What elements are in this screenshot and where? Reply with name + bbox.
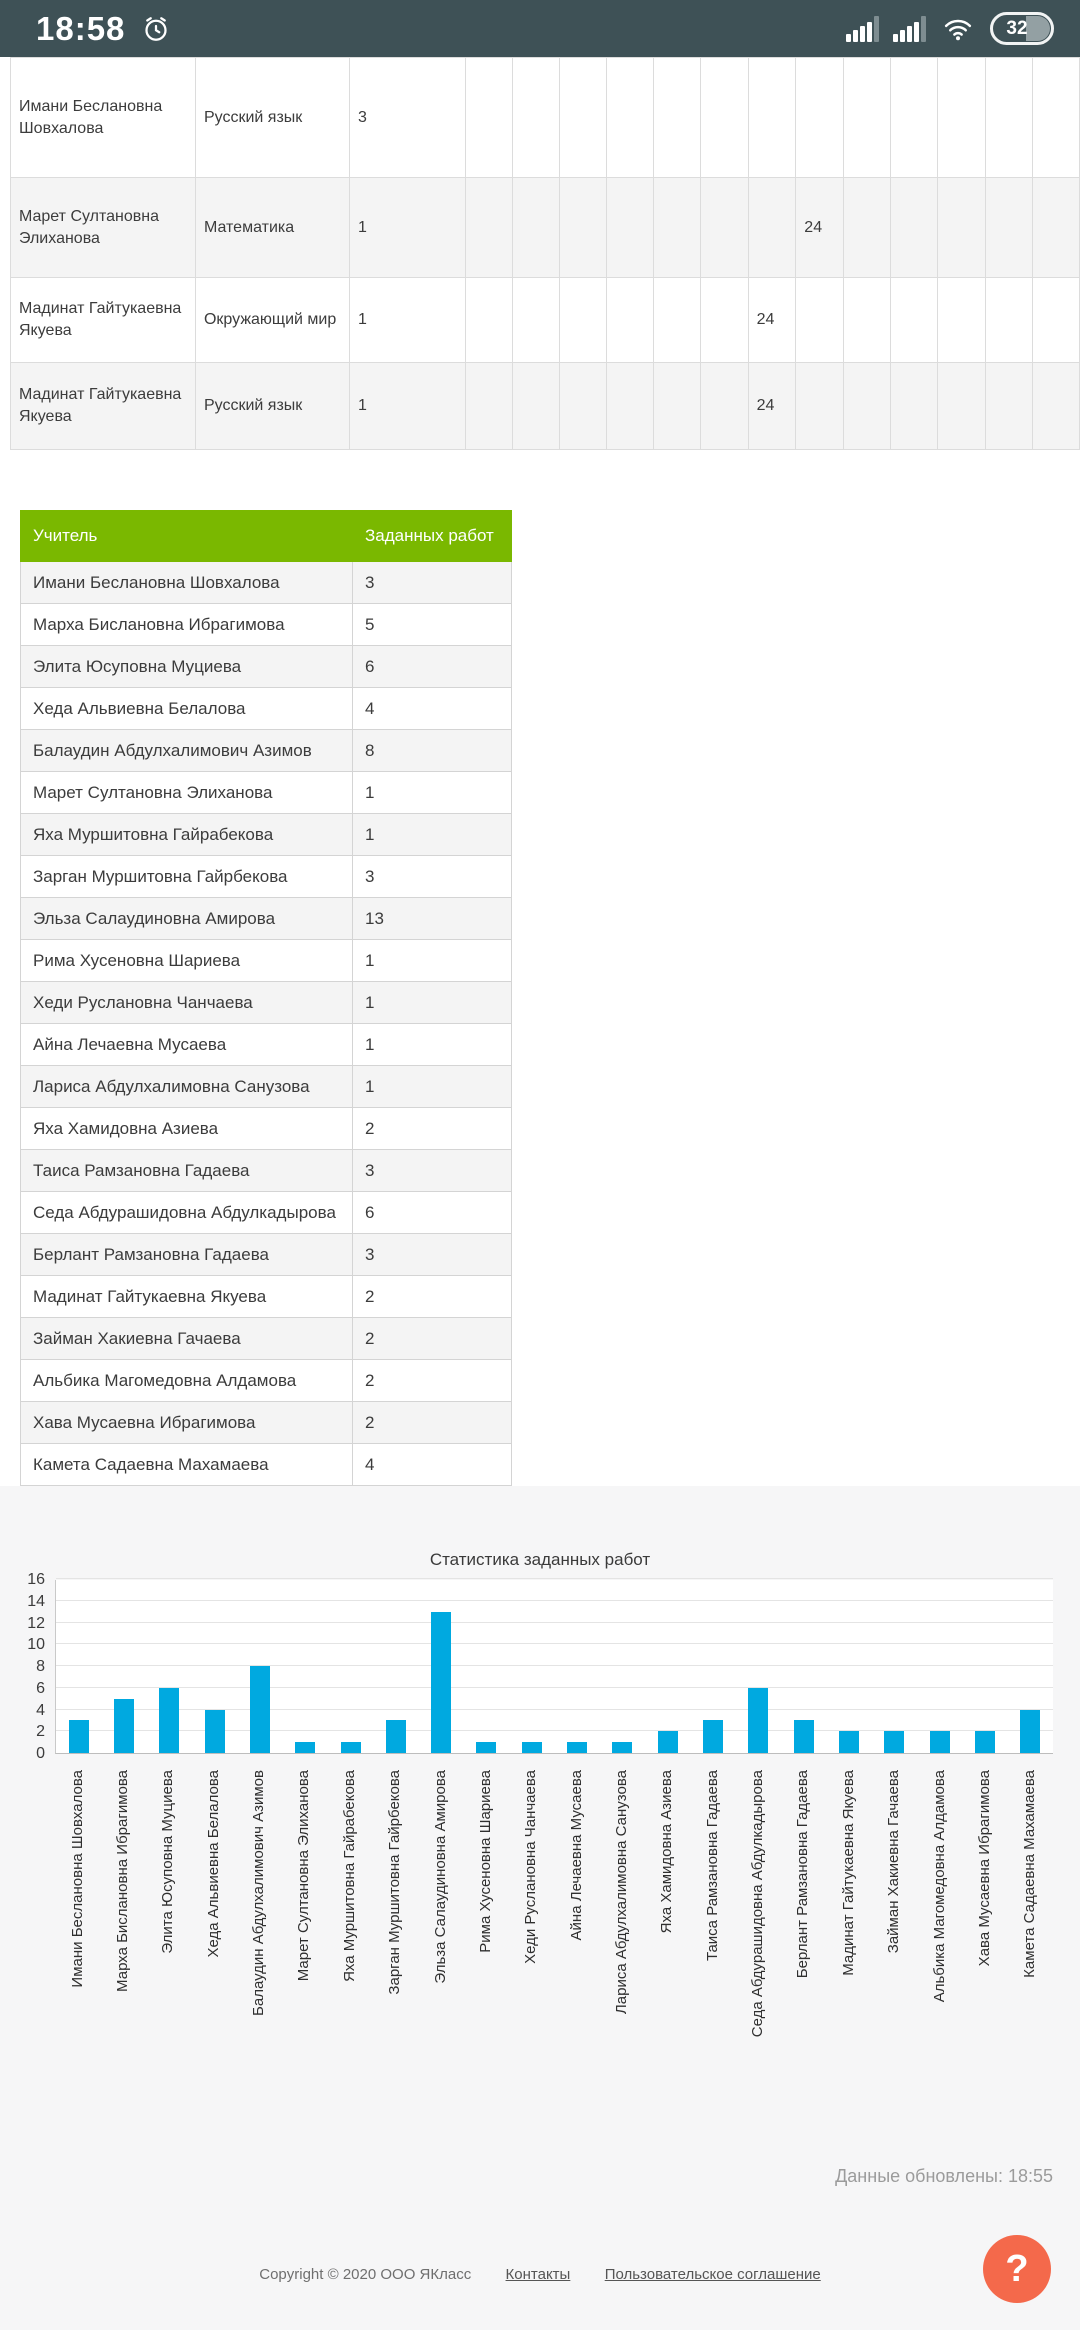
chart-x-label-cell <box>917 1770 962 2120</box>
summary-work-count: 1 <box>353 940 512 982</box>
chart-bar-slot <box>101 1580 146 1753</box>
chart-bar-slot <box>283 1580 328 1753</box>
y-axis-tick-label: 10 <box>27 1636 45 1654</box>
bar-chart <box>0 1571 1080 1762</box>
chart-x-label: Яха Хамидовна Азиева <box>658 1770 676 1934</box>
summary-row <box>21 814 512 856</box>
chart-x-label-cell <box>100 1770 145 2120</box>
assignment-day-cell <box>938 363 985 450</box>
chart-bar <box>250 1666 270 1753</box>
assignment-day-cell <box>607 178 654 278</box>
chart-bar-slot <box>781 1580 826 1753</box>
summary-work-count: 13 <box>353 898 512 940</box>
assignment-day-cell <box>843 278 890 363</box>
status-bar <box>0 0 1080 57</box>
chart-bar-slot <box>690 1580 735 1753</box>
summary-teacher-name: Берлант Рамзановна Гадаева <box>21 1234 353 1276</box>
summary-teacher-name: Таиса Рамзановна Гадаева <box>21 1150 353 1192</box>
chart-bar <box>114 1699 134 1753</box>
summary-row <box>21 856 512 898</box>
summary-work-count: 5 <box>353 604 512 646</box>
statistics-section <box>0 1486 1080 2330</box>
assignment-day-cell <box>559 278 606 363</box>
chart-x-label: Элита Юсуповна Муциева <box>159 1770 177 1954</box>
chart-bar <box>1020 1710 1040 1754</box>
assignment-count-cell: 1 <box>349 178 465 278</box>
assignment-subject-cell: Русский язык <box>195 363 349 450</box>
chart-bar-slot <box>736 1580 781 1753</box>
chart-plot-area <box>55 1580 1053 1754</box>
summary-work-count: 6 <box>353 1192 512 1234</box>
assignment-day-cell <box>796 278 844 363</box>
chart-x-label-cell <box>55 1770 100 2120</box>
chart-bar <box>975 1731 995 1753</box>
chart-x-label-cell <box>236 1770 281 2120</box>
summary-teacher-name: Альбика Магомедовна Алдамова <box>21 1360 353 1402</box>
summary-work-count: 2 <box>353 1276 512 1318</box>
assignment-day-cell <box>465 58 512 178</box>
chart-x-label: Марха Бислановна Ибрагимова <box>114 1770 132 1992</box>
assignment-day-cell <box>701 363 748 450</box>
chart-bar-slot <box>192 1580 237 1753</box>
assignment-day-cell <box>701 178 748 278</box>
chart-bar <box>930 1731 950 1753</box>
assignment-day-cell <box>559 363 606 450</box>
summary-row <box>21 1150 512 1192</box>
chart-x-label-cell <box>645 1770 690 2120</box>
y-axis-tick-label: 12 <box>27 1614 45 1632</box>
alarm-icon <box>141 14 171 44</box>
chart-x-label: Марет Султановна Элиханова <box>295 1770 313 1982</box>
summary-teacher-name: Яха Хамидовна Азиева <box>21 1108 353 1150</box>
summary-teacher-name: Займан Хакиевна Гачаева <box>21 1318 353 1360</box>
y-axis-tick-label: 8 <box>36 1658 45 1675</box>
assignment-day-cell <box>796 363 844 450</box>
chart-title: Статистика заданных работ <box>429 1550 651 1569</box>
assignment-day-cell <box>891 278 938 363</box>
assignment-day-cell <box>607 278 654 363</box>
chart-bar-slot <box>237 1580 282 1753</box>
assignment-day-cell <box>512 178 559 278</box>
assignment-day-cell <box>748 58 796 178</box>
summary-work-count: 1 <box>353 814 512 856</box>
chart-bar <box>794 1720 814 1753</box>
chart-x-label: Альбика Магомедовна Алдамова <box>930 1770 948 2003</box>
summary-table-body <box>21 562 512 1486</box>
chart-x-label-cell <box>327 1770 372 2120</box>
chart-x-label: Рима Хусеновна Шариева <box>476 1770 494 1953</box>
chart-x-label-cell <box>735 1770 780 2120</box>
chart-bar <box>341 1742 361 1753</box>
chart-x-axis-labels <box>55 1770 1053 2120</box>
chart-bar <box>431 1612 451 1753</box>
summary-row <box>21 730 512 772</box>
chart-bar-slot <box>509 1580 554 1753</box>
battery-fill <box>1026 16 1050 41</box>
summary-row <box>21 646 512 688</box>
summary-row <box>21 604 512 646</box>
summary-work-count: 2 <box>353 1402 512 1444</box>
summary-teacher-name: Хава Мусаевна Ибрагимова <box>21 1402 353 1444</box>
summary-row <box>21 562 512 604</box>
chart-x-label: Мадинат Гайтукаевна Якуева <box>839 1770 857 1976</box>
summary-row <box>21 772 512 814</box>
assignment-day-cell <box>512 278 559 363</box>
chart-bar-slot <box>464 1580 509 1753</box>
chart-x-label-cell <box>373 1770 418 2120</box>
summary-row <box>21 940 512 982</box>
summary-row <box>21 982 512 1024</box>
assignment-day-cell <box>559 58 606 178</box>
summary-teacher-name: Седа Абдурашидовна Абдулкадырова <box>21 1192 353 1234</box>
assignments-row <box>11 178 1080 278</box>
y-axis-tick-label: 0 <box>36 1745 45 1762</box>
battery-percent: 32 <box>1006 17 1028 39</box>
assignment-day-cell <box>701 278 748 363</box>
chart-x-label-cell <box>871 1770 916 2120</box>
assignment-day-cell <box>512 363 559 450</box>
assignment-day-cell <box>512 58 559 178</box>
chart-x-label-cell <box>599 1770 644 2120</box>
chart-x-label-cell <box>781 1770 826 2120</box>
chart-bar <box>522 1742 542 1753</box>
assignment-day-cell <box>891 178 938 278</box>
assignment-day-cell <box>654 278 701 363</box>
assignment-day-cell <box>559 178 606 278</box>
assignment-day-cell <box>985 363 1032 450</box>
chart-bar <box>884 1731 904 1753</box>
chart-bar <box>69 1720 89 1753</box>
assignment-day-cell <box>938 58 985 178</box>
assignment-day-cell: 24 <box>796 178 844 278</box>
summary-teacher-name: Марха Бислановна Ибрагимова <box>21 604 353 646</box>
summary-teacher-name: Эльза Салаудиновна Амирова <box>21 898 353 940</box>
chart-bar-slot <box>147 1580 192 1753</box>
summary-row <box>21 1066 512 1108</box>
chart-bar-slot <box>56 1580 101 1753</box>
wifi-icon <box>940 14 976 44</box>
chart-bar-slot <box>645 1580 690 1753</box>
summary-row <box>21 1276 512 1318</box>
summary-row <box>21 1318 512 1360</box>
chart-x-label-cell <box>1008 1770 1053 2120</box>
assignments-by-day-table-wrap <box>0 57 1080 450</box>
assignments-table-body <box>11 58 1080 450</box>
chart-bar <box>205 1710 225 1754</box>
assignment-day-cell <box>843 363 890 450</box>
chart-bar-slot <box>554 1580 599 1753</box>
summary-work-count: 1 <box>353 1024 512 1066</box>
chart-x-label-cell <box>690 1770 735 2120</box>
contacts-link[interactable]: Контакты <box>505 2266 571 2283</box>
assignment-day-cell <box>701 58 748 178</box>
assignment-day-cell <box>938 278 985 363</box>
chart-x-label: Хава Мусаевна Ибрагимова <box>975 1770 993 1967</box>
assignment-subject-cell: Окружающий мир <box>195 278 349 363</box>
summary-work-count: 8 <box>353 730 512 772</box>
summary-row <box>21 1192 512 1234</box>
user-agreement-link[interactable]: Пользовательское соглашение <box>604 2266 821 2283</box>
chart-x-label: Таиса Рамзановна Гадаева <box>703 1770 721 1962</box>
chart-y-axis <box>0 1571 55 1762</box>
y-axis-tick-label: 6 <box>36 1679 45 1697</box>
summary-teacher-name: Айна Лечаевна Мусаева <box>21 1024 353 1066</box>
chart-bar <box>159 1688 179 1753</box>
assignment-day-cell <box>796 58 844 178</box>
chart-bar <box>295 1742 315 1753</box>
teacher-summary-table <box>20 510 512 1486</box>
chart-x-label: Имани Беслановна Шовхалова <box>68 1770 86 1988</box>
summary-work-count: 3 <box>353 1150 512 1192</box>
y-axis-tick-label: 4 <box>36 1701 45 1719</box>
assignments-by-day-table <box>10 57 1080 450</box>
chart-x-label: Камета Садаевна Махамаева <box>1021 1770 1039 1978</box>
cellular-signal-icon-2 <box>893 16 926 42</box>
chart-bar-slot <box>600 1580 645 1753</box>
summary-work-count: 1 <box>353 772 512 814</box>
copyright-text: Copyright © 2020 ООО ЯКласс <box>259 2266 472 2283</box>
summary-work-count: 2 <box>353 1318 512 1360</box>
assignment-day-cell <box>748 178 796 278</box>
assignment-teacher-cell: Марет Султановна Элиханова <box>11 178 196 278</box>
assignment-day-cell <box>985 278 1032 363</box>
chart-bar-slot <box>419 1580 464 1753</box>
summary-teacher-name: Хеди Руслановна Чанчаева <box>21 982 353 1024</box>
assignment-teacher-cell: Имани Беслановна Шовхалова <box>11 58 196 178</box>
chart-x-label: Яха Муршитовна Гайрабекова <box>340 1770 358 1982</box>
chart-bar <box>839 1731 859 1753</box>
assignment-day-cell <box>465 178 512 278</box>
y-axis-tick-label: 16 <box>27 1571 45 1588</box>
summary-teacher-name: Элита Юсуповна Муциева <box>21 646 353 688</box>
summary-work-count: 2 <box>353 1108 512 1150</box>
assignment-count-cell: 1 <box>349 278 465 363</box>
chart-x-label: Хеди Руслановна Чанчаева <box>522 1770 540 1964</box>
chart-bar <box>748 1688 768 1753</box>
summary-work-count: 1 <box>353 1066 512 1108</box>
summary-teacher-name: Хеда Альвиевна Белалова <box>21 688 353 730</box>
chart-x-label: Зарган Муршитовна Гайрбекова <box>386 1770 404 1995</box>
assignment-count-cell: 1 <box>349 363 465 450</box>
question-mark-icon: ? <box>1005 2247 1029 2290</box>
chart-gridline <box>56 1578 1053 1579</box>
summary-row <box>21 1024 512 1066</box>
summary-work-count: 6 <box>353 646 512 688</box>
assignment-subject-cell: Математика <box>195 178 349 278</box>
chart-x-label-cell <box>418 1770 463 2120</box>
chart-bar-slot <box>826 1580 871 1753</box>
summary-row <box>21 1108 512 1150</box>
summary-work-count: 3 <box>353 856 512 898</box>
assignment-day-cell <box>1032 58 1079 178</box>
summary-teacher-name: Лариса Абдулхалимовна Санузова <box>21 1066 353 1108</box>
assignment-day-cell <box>654 58 701 178</box>
chart-x-label-cell <box>191 1770 236 2120</box>
chart-bar-slot <box>872 1580 917 1753</box>
summary-row <box>21 1234 512 1276</box>
summary-teacher-name: Яха Муршитовна Гайрабекова <box>21 814 353 856</box>
summary-header-teacher: Учитель <box>21 511 353 562</box>
chart-bar-slot <box>962 1580 1007 1753</box>
chart-x-label-cell <box>826 1770 871 2120</box>
assignment-day-cell <box>607 363 654 450</box>
chart-bar <box>703 1720 723 1753</box>
assignment-subject-cell: Русский язык <box>195 58 349 178</box>
assignment-day-cell <box>1032 363 1079 450</box>
assignment-day-cell: 24 <box>748 278 796 363</box>
chart-bar-slot <box>917 1580 962 1753</box>
summary-row <box>21 1402 512 1444</box>
summary-teacher-name: Марет Султановна Элиханова <box>21 772 353 814</box>
summary-work-count: 3 <box>353 562 512 604</box>
chart-bar-slot <box>373 1580 418 1753</box>
summary-teacher-name: Имани Беслановна Шовхалова <box>21 562 353 604</box>
summary-teacher-name: Рима Хусеновна Шариева <box>21 940 353 982</box>
assignment-day-cell <box>891 363 938 450</box>
assignment-day-cell <box>1032 278 1079 363</box>
summary-row <box>21 898 512 940</box>
chart-x-label: Займан Хакиевна Гачаева <box>885 1770 903 1954</box>
chart-x-label-cell <box>554 1770 599 2120</box>
chart-x-label-cell <box>962 1770 1007 2120</box>
summary-row <box>21 1360 512 1402</box>
chart-bar-slot <box>328 1580 373 1753</box>
page-footer <box>0 2266 1080 2283</box>
assignment-day-cell <box>891 58 938 178</box>
chart-bar <box>476 1742 496 1753</box>
chart-x-label-cell <box>282 1770 327 2120</box>
assignment-day-cell <box>607 58 654 178</box>
assignment-teacher-cell: Мадинат Гайтукаевна Якуева <box>11 278 196 363</box>
chart-x-label: Берлант Рамзановна Гадаева <box>794 1770 812 1979</box>
assignment-day-cell <box>843 178 890 278</box>
summary-row <box>21 688 512 730</box>
assignment-day-cell <box>465 363 512 450</box>
chart-x-label-cell <box>146 1770 191 2120</box>
summary-teacher-name: Мадинат Гайтукаевна Якуева <box>21 1276 353 1318</box>
chart-x-label: Седа Абдурашидовна Абдулкадырова <box>749 1770 767 2038</box>
assignments-row <box>11 58 1080 178</box>
summary-header-count: Заданных работ <box>353 511 512 562</box>
summary-work-count: 4 <box>353 1444 512 1486</box>
summary-work-count: 1 <box>353 982 512 1024</box>
assignment-day-cell <box>1032 178 1079 278</box>
chart-bar-slot <box>1008 1580 1053 1753</box>
assignment-day-cell <box>985 178 1032 278</box>
assignments-row <box>11 278 1080 363</box>
assignments-row <box>11 363 1080 450</box>
clock-time: 18:58 <box>36 9 126 47</box>
chart-x-label-cell <box>463 1770 508 2120</box>
summary-work-count: 3 <box>353 1234 512 1276</box>
assignment-day-cell <box>843 58 890 178</box>
assignment-day-cell <box>654 363 701 450</box>
cellular-signal-icon-1 <box>846 16 879 42</box>
chart-x-label: Балаудин Абдулхалимович Азимов <box>250 1770 268 2016</box>
chart-bar <box>612 1742 632 1753</box>
assignment-count-cell: 3 <box>349 58 465 178</box>
summary-teacher-name: Балаудин Абдулхалимович Азимов <box>21 730 353 772</box>
chart-x-label: Хеда Альвиевна Белалова <box>204 1770 222 1958</box>
battery-icon <box>990 12 1054 45</box>
chart-bars <box>56 1580 1053 1753</box>
assignment-day-cell <box>465 278 512 363</box>
assignment-day-cell <box>985 58 1032 178</box>
y-axis-tick-label: 14 <box>27 1592 45 1610</box>
assignment-day-cell <box>938 178 985 278</box>
summary-teacher-name: Зарган Муршитовна Гайрбекова <box>21 856 353 898</box>
data-updated-text: Данные обновлены: 18:55 <box>835 2166 1053 2186</box>
assignment-day-cell <box>654 178 701 278</box>
chart-bar <box>567 1742 587 1753</box>
chart-x-label: Лариса Абдулхалимовна Санузова <box>612 1770 630 2015</box>
chart-bar <box>386 1720 406 1753</box>
y-axis-tick-label: 2 <box>36 1723 45 1741</box>
chart-x-label: Эльза Салаудиновна Амирова <box>431 1770 449 1984</box>
summary-work-count: 4 <box>353 688 512 730</box>
summary-row <box>21 1444 512 1486</box>
chart-x-label-cell <box>509 1770 554 2120</box>
help-button[interactable] <box>983 2235 1051 2303</box>
chart-bar <box>658 1731 678 1753</box>
assignment-day-cell: 24 <box>748 363 796 450</box>
chart-x-label: Айна Лечаевна Мусаева <box>567 1770 585 1941</box>
summary-teacher-name: Камета Садаевна Махамаева <box>21 1444 353 1486</box>
summary-work-count: 2 <box>353 1360 512 1402</box>
assignment-teacher-cell: Мадинат Гайтукаевна Якуева <box>11 363 196 450</box>
